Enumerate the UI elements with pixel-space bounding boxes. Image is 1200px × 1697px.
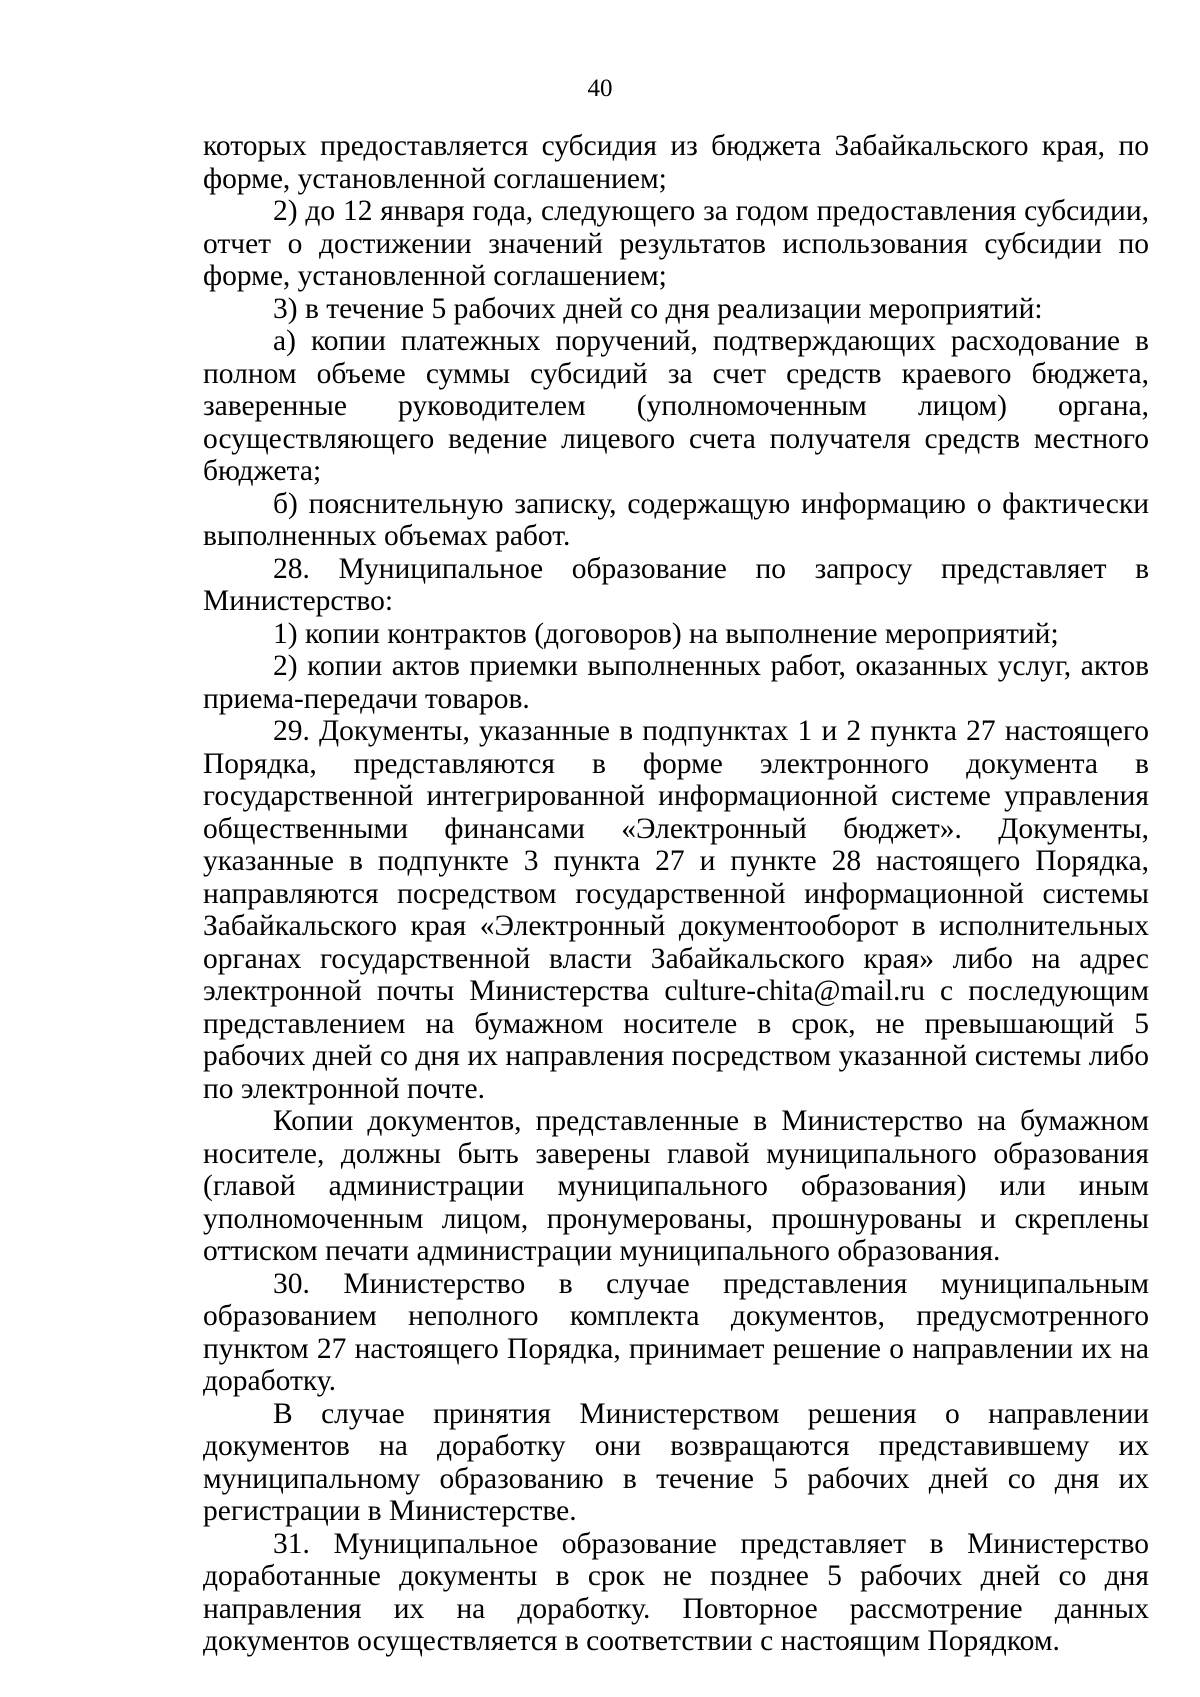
paragraph-subitem-a: а) копии платежных поручений, подтверждающих расходование в полном объеме суммы субсидий за счет средств краевого бюджета, заверенные руководителем (уполномоченным лицом) органа, осуществляющего ведение лицевого счета получателя средств местного бюджета; bbox=[203, 325, 1149, 487]
paragraph-item-2-report: 2) до 12 января года, следующего за годом предоставления субсидии, отчет о достижении значений результатов использования субсидии по форме, установленной соглашением; bbox=[203, 195, 1149, 292]
paragraph-clause-29: 29. Документы, указанные в подпунктах 1 и 2 пункта 27 настоящего Порядка, представляются в форме электронного документа в государственной интегрированной информационной системе управления общественными финансами «Электронный бюджет». Документы, указанные в подпункте 3 пункта 27 и пункте 28 настоящего Порядка, направляются посредством государственной информационной системы Забайкальского края «Электронный документооборот в исполнительных органах государственной власти Забайкальского края» либо на адрес электронной почты Министерства culture-chita@mail.ru с последующим представлением на бумажном носителе в срок, не превышающий 5 рабочих дней со дня их направления посредством указанной системы либо по электронной почте. bbox=[203, 715, 1149, 1105]
paragraph-clause-28: 28. Муниципальное образование по запросу представляет в Министерство: bbox=[203, 552, 1149, 617]
document-body bbox=[203, 130, 1149, 1658]
paragraph-clause-30: 30. Министерство в случае представления муниципальным образованием неполного комплекта документов, предусмотренного пунктом 27 настоящего Порядка, принимает решение о направлении их на доработку. bbox=[203, 1267, 1149, 1397]
paragraph-document-copies: Копии документов, представленные в Министерство на бумажном носителе, должны быть заверены главой муниципального образования (главой администрации муниципального образования) или иным уполномоченным лицом, пронумерованы, прошнурованы и скреплены оттиском печати администрации муниципального образования. bbox=[203, 1105, 1149, 1267]
paragraph-item-3-deadline: 3) в течение 5 рабочих дней со дня реализации мероприятий: bbox=[273, 292, 1043, 325]
paragraph-clause-31: 31. Муниципальное образование представляет в Министерство доработанные документы в срок не позднее 5 рабочих дней со дня направления их на доработку. Повторное рассмотрение данных документов осуществляется в соответствии с настоящим Порядком. bbox=[203, 1527, 1149, 1657]
paragraph-clause-28-item-1: 1) копии контрактов (договоров) на выполнение мероприятий; bbox=[273, 617, 1059, 650]
paragraph-rework-return: В случае принятия Министерством решения о направлении документов на доработку они возвращаются представившему их муниципальному образованию в течение 5 рабочих дней со дня их регистрации в Министерстве. bbox=[203, 1397, 1149, 1527]
paragraph-clause-28-item-2: 2) копии актов приемки выполненных работ, оказанных услуг, актов приема-передачи товаров. bbox=[203, 650, 1149, 715]
paragraph-subitem-b: б) пояснительную записку, содержащую информацию о фактически выполненных объемах работ. bbox=[203, 487, 1149, 552]
paragraph-continuation: которых предоставляется субсидия из бюджета Забайкальского края, по форме, установленной соглашением; bbox=[203, 130, 1149, 195]
page-number: 40 bbox=[587, 75, 613, 102]
